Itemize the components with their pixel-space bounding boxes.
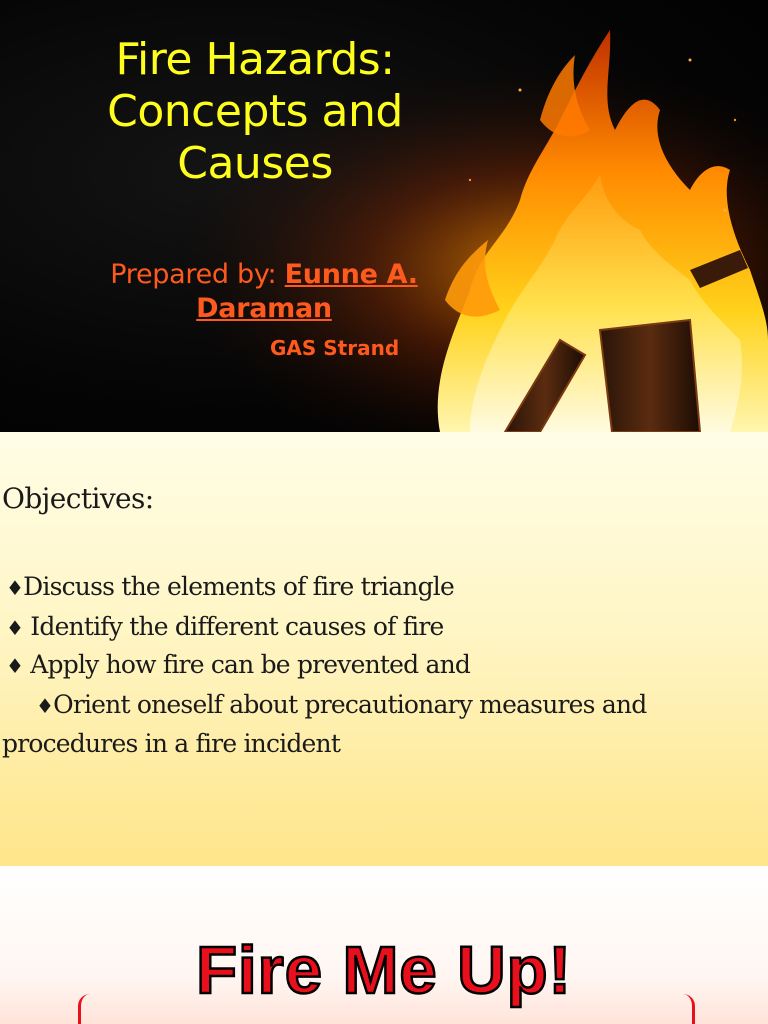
slide-title xyxy=(0,0,768,432)
objective-text: Apply how fire can be prevented and xyxy=(23,650,471,679)
slide-objectives xyxy=(0,432,768,866)
objectives-heading: Objectives: xyxy=(2,482,154,515)
strand-label: GAS Strand xyxy=(270,336,400,360)
diamond-bullet-icon: ♦ xyxy=(6,654,24,678)
title-line: Fire Hazards: xyxy=(115,34,395,85)
left-bracket-decoration xyxy=(78,994,91,1024)
fire-me-up-title: Fire Me Up! xyxy=(196,933,572,1008)
objective-item xyxy=(6,572,454,601)
objective-item xyxy=(6,650,470,679)
prepared-by-line xyxy=(84,258,444,326)
title-line: Causes xyxy=(177,138,333,189)
objective-item xyxy=(6,612,444,641)
diamond-bullet-icon: ♦ xyxy=(36,694,54,718)
diamond-bullet-icon: ♦ xyxy=(6,576,24,600)
objective-text: Identify the different causes of fire xyxy=(23,612,444,641)
slide-fire-me-up xyxy=(0,866,768,1024)
objective-text: Discuss the elements of fire triangle xyxy=(23,572,455,601)
title-line: Concepts and xyxy=(107,86,403,137)
slide-title-heading xyxy=(40,34,470,190)
prepared-by-label: Prepared by: xyxy=(110,259,277,290)
right-bracket-decoration xyxy=(682,994,695,1024)
objective-continuation: procedures in a fire incident xyxy=(2,729,341,758)
objective-item xyxy=(36,690,646,719)
author-name: Eunne A. Daraman xyxy=(196,259,418,324)
objective-text: Orient oneself about precautionary measures and xyxy=(53,690,647,719)
diamond-bullet-icon: ♦ xyxy=(6,616,24,640)
